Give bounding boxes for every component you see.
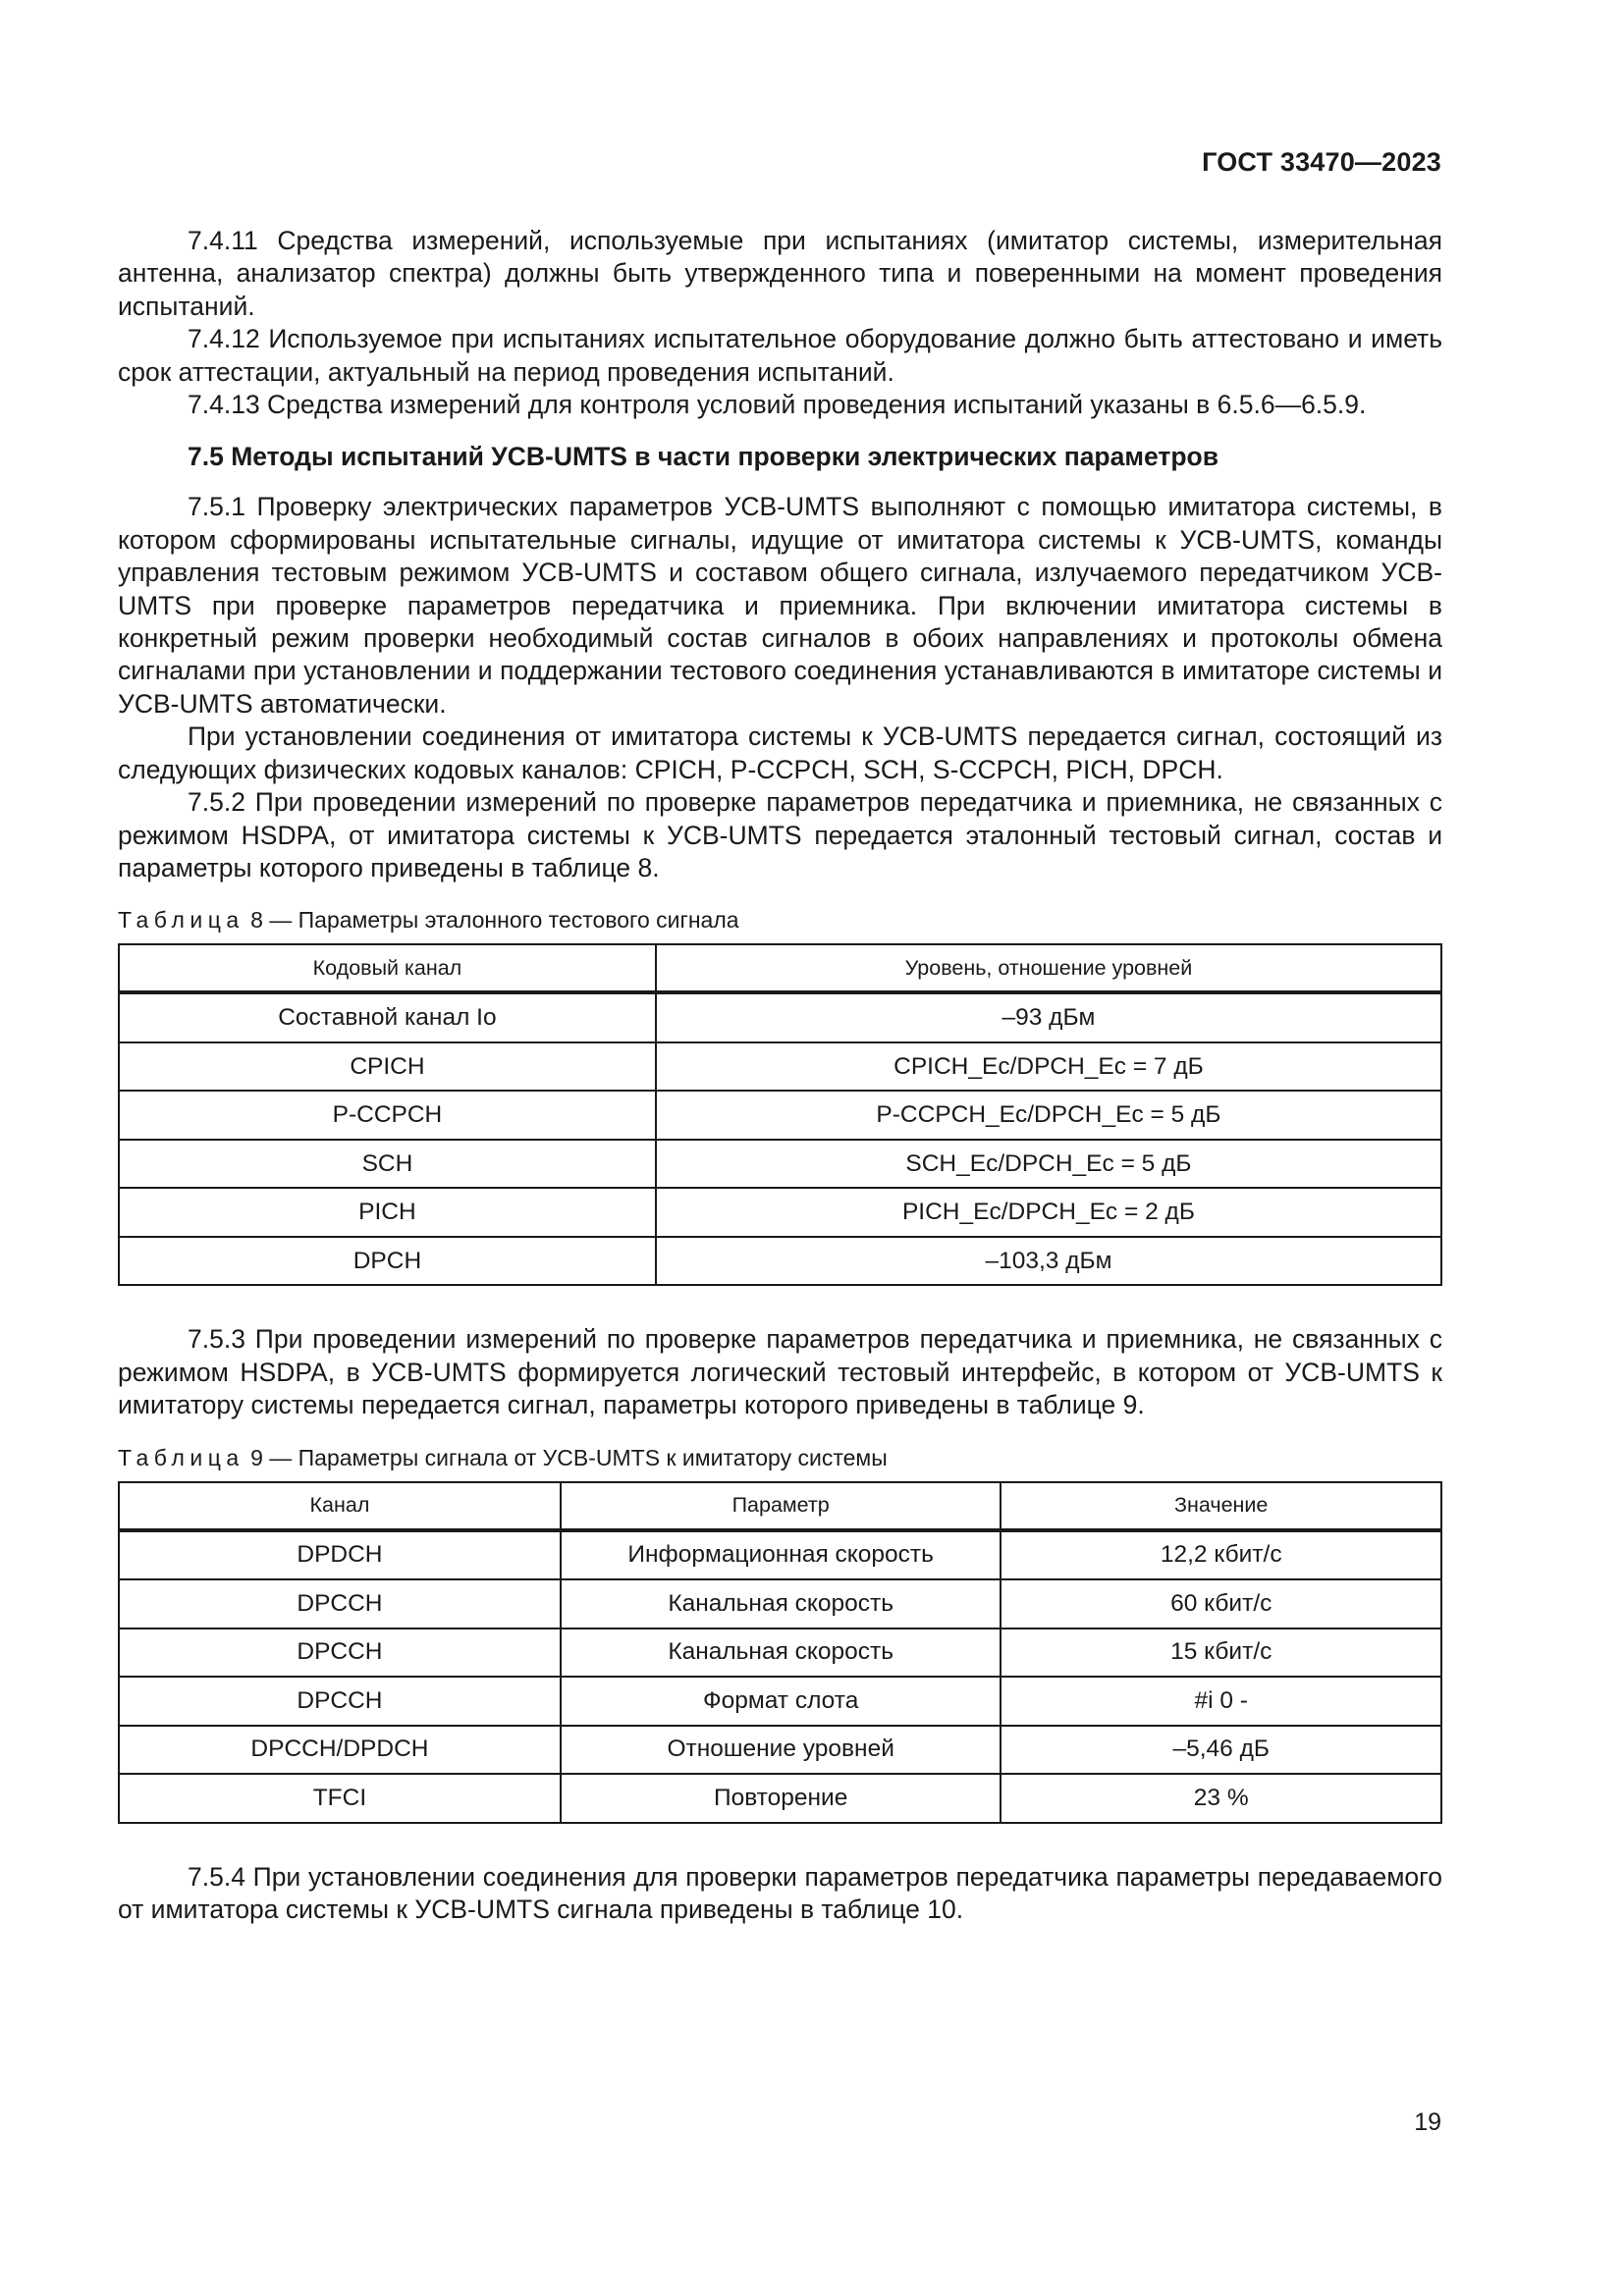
table9-caption-word: Таблица (118, 1444, 244, 1470)
table-row (119, 992, 1441, 1042)
paragraph-7-4-11: 7.4.11 Средства измерений, используемые при испытаниях (имитатор системы, измерительная антенна, анализатор спектра) должны быть утвержденного типа и поверенными на момент проведения испытаний. (118, 226, 1442, 321)
table-cell: P-CCPCH (119, 1091, 656, 1140)
table-row (119, 1579, 1441, 1629)
document-header: ГОСТ 33470—2023 (1202, 147, 1441, 177)
table-row (119, 1140, 1441, 1189)
table-row (119, 1237, 1441, 1286)
table-cell: Канальная скорость (561, 1629, 1001, 1678)
table8-caption (118, 906, 1442, 934)
page-content (118, 225, 1442, 1926)
table-row (119, 1091, 1441, 1140)
page-number: 19 (1414, 2109, 1441, 2136)
table-cell: Формат слота (561, 1677, 1001, 1726)
table-cell: TFCI (119, 1774, 561, 1823)
section-heading-7-5: 7.5 Методы испытаний УСВ-UMTS в части проверки электрических параметров (188, 442, 1218, 472)
table-cell: DPCCH (119, 1579, 561, 1629)
paragraph-7-5-3: 7.5.3 При проведении измерений по проверке параметров передатчика и приемника, не связанных с режимом HSDPA, в УСВ-UMTS формируется логический тестовый интерфейс, в котором от УСВ-UMTS к имитатору системы передается сигнал, параметры которого приведены в таблице 9. (118, 1324, 1442, 1420)
table-cell: CPICH_Ec/DPCH_Ec = 7 дБ (656, 1042, 1441, 1092)
table8-caption-word: Таблица (118, 907, 244, 934)
table-row (119, 1629, 1441, 1678)
table-cell: DPCCH/DPDCH (119, 1726, 561, 1775)
table-row (119, 1188, 1441, 1237)
table-cell: –5,46 дБ (1001, 1726, 1441, 1775)
table-cell: DPCCH (119, 1677, 561, 1726)
table-cell: Повторение (561, 1774, 1001, 1823)
paragraph-7-4-13: 7.4.13 Средства измерений для контроля условий проведения испытаний указаны в 6.5.6—6.5.9. (188, 390, 1367, 420)
table8 (118, 943, 1442, 1286)
paragraph-7-5-2: 7.5.2 При проведении измерений по проверке параметров передатчика и приемника, не связанных с режимом HSDPA, от имитатора системы к УСВ-UMTS передается эталонный тестовый сигнал, состав и параметры которого приведены в таблице 8. (118, 787, 1442, 882)
table-header-row (119, 944, 1441, 992)
table8-header-level: Уровень, отношение уровней (656, 944, 1441, 992)
table-cell: DPCH (119, 1237, 656, 1286)
paragraph-7-4-12: 7.4.12 Используемое при испытаниях испытательное оборудование должно быть аттестовано и иметь срок аттестации, актуальный на период проведения испытаний. (118, 324, 1442, 387)
table-cell: SCH (119, 1140, 656, 1189)
table9-header-channel: Канал (119, 1482, 561, 1530)
table9 (118, 1481, 1442, 1824)
table-cell: 12,2 кбит/с (1001, 1530, 1441, 1580)
table-row (119, 1677, 1441, 1726)
table-row (119, 1530, 1441, 1580)
paragraph-connection: При установлении соединения от имитатора системы к УСВ-UMTS передается сигнал, состоящий из следующих физических кодовых каналов: CPICH, P-CCPCH, SCH, S-CCPCH, PICH, DPCH. (118, 721, 1442, 784)
table9-caption (118, 1444, 1442, 1471)
table-cell: SCH_Ec/DPCH_Ec = 5 дБ (656, 1140, 1441, 1189)
table8-header-channel: Кодовый канал (119, 944, 656, 992)
table-cell: –103,3 дБм (656, 1237, 1441, 1286)
table-header-row (119, 1482, 1441, 1530)
table9-header-value: Значение (1001, 1482, 1441, 1530)
table-cell: –93 дБм (656, 992, 1441, 1042)
table-cell: PICH_Ec/DPCH_Ec = 2 дБ (656, 1188, 1441, 1237)
table-cell: DPDCH (119, 1530, 561, 1580)
table-cell: 15 кбит/с (1001, 1629, 1441, 1678)
table-cell: 23 % (1001, 1774, 1441, 1823)
table-cell: PICH (119, 1188, 656, 1237)
table-cell: Составной канал Io (119, 992, 656, 1042)
table9-header-parameter: Параметр (561, 1482, 1001, 1530)
table-cell: P-CCPCH_Ec/DPCH_Ec = 5 дБ (656, 1091, 1441, 1140)
table-cell: #i 0 - (1001, 1677, 1441, 1726)
table-row (119, 1774, 1441, 1823)
table-cell: Информационная скорость (561, 1530, 1001, 1580)
table-row (119, 1726, 1441, 1775)
table-cell: CPICH (119, 1042, 656, 1092)
table-cell: Канальная скорость (561, 1579, 1001, 1629)
paragraph-7-5-4: 7.5.4 При установлении соединения для проверки параметров передатчика параметры передаваемого от имитатора системы к УСВ-UMTS сигнала приведены в таблице 10. (118, 1861, 1442, 1924)
table-row (119, 1042, 1441, 1092)
paragraph-7-5-1: 7.5.1 Проверку электрических параметров УСВ-UMTS выполняют с помощью имитатора системы, в котором сформированы испытательные сигналы, идущие от имитатора системы к УСВ-UMTS, команды управления тестовым режимом УСВ-UMTS и составом общего сигнала, излучаемого передатчиком УСВ-UMTS при проверке параметров передатчика и приемника. При включении имитатора системы в конкретный режим проверки необходимый состав сигналов в обоих направлениях и протоколы обмена сигналами при установлении и поддержании тестового соединения устанавливаются в имитаторе системы и УСВ-UMTS автоматически. (118, 492, 1442, 719)
table8-caption-text: 8 — Параметры эталонного тестового сигнала (244, 907, 739, 934)
table-cell: Отношение уровней (561, 1726, 1001, 1775)
table-cell: DPCCH (119, 1629, 561, 1678)
table-cell: 60 кбит/с (1001, 1579, 1441, 1629)
table9-caption-text: 9 — Параметры сигнала от УСВ-UMTS к имитатору системы (244, 1444, 888, 1470)
